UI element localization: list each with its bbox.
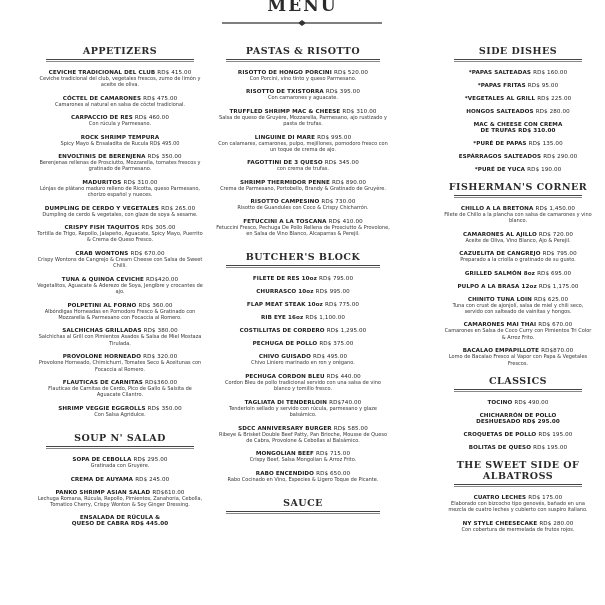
menu-item: FLAUTICAS DE CARNITAS RD$360.00 Flauticas de Carnitas de Cerdo, Pico de Gallo & Salsita de Aguacate Cilantro. [48,379,192,399]
menu-item: CROQUETAS DE POLLO RD$ 195.00 [463,432,573,439]
section-sweet-side [444,458,592,487]
menu-item: BACALAO EMPAPILLOTE RD$870.00 Lomo de Bacalao Fresco al Vapor con Papa & Vegetales Frescos. [448,348,588,367]
section-butchers-block [216,250,390,268]
menu-item: MADURITOS RD$ 310.00 Lónjas de plátano maduro relleno de Ricotta, queso Parmesano, chorizo español y nueces. [39,179,201,199]
menu-item: CARPACCIO DE RES RD$ 460.00 Con rúcula y Parmesano. [71,115,169,128]
menu-item: FLAP MEAT STEAK 10oz RD$ 775.00 [246,302,360,309]
menu-item: TOCINO RD$ 490.00 [487,400,549,407]
section-title: SIDE DISHES [478,46,558,57]
menu-item: MONGOLIAN BEEF RD$ 715.00 Crispy Beef, Salsa Mongolian & Arroz Frito. [249,451,357,464]
menu-item: RIB EYE 16oz RD$ 1,100.00 [260,315,346,322]
menu-item: BOLITAS DE QUESO RD$ 195.00 [468,445,568,452]
section-sauce [216,496,390,514]
menu-item: RISOTTO DE TXISTORRA RD$ 395.00 Con camarones y aguacate. [246,89,360,102]
section-side-dishes [444,44,592,62]
menu-item: SDCC ANNIVERSARY BURGER RD$ 585.00 Ribeye & Brisket Double Beef Patty, Pan Brioche, Mousse de Queso de Cabra, Provolone & Cebollas al Balsámico. [218,425,388,444]
menu-item: SOPA DE CEBOLLA RD$ 295.00 Gratinada con Gruyère. [72,457,168,470]
menu-item: ENVOLTINIS DE BERENJENA RD$ 350.00 Berenjenas rellenas de Prosciutto, Mozzarella, tomates frescos y gratinado de Parmesano. [39,154,201,173]
soup-salad-list [36,457,204,527]
menu-item: ESPÁRRAGOS SALTEADOS RD$ 290.00 [458,154,578,160]
menu-item: ENSALADA DE RÚCULA & QUESO DE CABRA RD$ 445.00 [71,515,169,528]
menu-item: NY STYLE CHEESECAKE RD$ 280.00 Con cobertura de mermelada de frutos rojos. [461,520,575,533]
menu-item: RISOTTO DE HONGO PORCINI RD$ 520.00 Con Porcini, vino tinto y queso Parmesano. [237,70,369,82]
menu-item: PECHUGA CORDON BLEU RD$ 440.00 Cordon Bleu de pollo tradicional servido con una salsa de vino blanco y tomillo fresco. [225,373,381,393]
menu-item: HONGOS SALTEADOS RD$ 280.00 [466,109,570,115]
section-fishermans-corner [444,180,592,198]
menu-item: COSTILLITAS DE CORDERO RD$ 1,295.00 [239,328,367,335]
menu-item: *PAPAS FRITAS RD$ 95.00 [477,83,559,89]
section-pastas-risotto [216,44,390,62]
fisherman-list [444,206,592,367]
section-appetizers [36,44,204,62]
menu-item: GRILLED SALMÓN 8oz RD$ 695.00 [464,270,572,277]
menu-item: PECHUGA DE POLLO RD$ 375.00 [252,341,354,348]
menu-item: CEVICHE TRADICIONAL DEL CLUB RD$ 415.00 Ceviche tradicional del club, vegetales frescos, zumo de limón y aceite de oliva. [39,70,201,89]
menu-item: FILETE DE RES 10oz RD$ 795.00 [252,276,354,283]
sweet-list [444,495,592,533]
section-title: SOUP N' SALAD [74,433,166,445]
menu-item: CAMARONES MAI THAI RD$ 670.00 Camarones en Salsa de Coco Curry con Pimientos Tri Color & Arroz Frito. [444,322,592,341]
menu-title: MENU [267,0,338,16]
menu-item: CHICHARRÓN DE POLLO DESHUESADO RD$ 295.00 [476,413,560,426]
menu-item: MAC & CHEESE CON CREMA DE TRUFAS RD$ 310.00 [473,122,563,134]
menu-item: PROVOLONE HORNEADO RD$ 320.00 Provolone Horneado, Chimichurri, Tomates Seco & Aceitunas con Focaccia al Romero. [38,354,202,373]
section-classics [444,374,592,392]
sides-list [444,70,592,173]
menu-item: *PAPAS SALTEADAS RD$ 160.00 [468,70,568,76]
menu-item: FAGOTTINI DE 3 QUESO RD$ 345.00 con crema de trufas. [247,160,359,173]
menu-item: RABO ENCENDIDO RD$ 650.00 Rabo Cocinado en Vino, Especies & Ligero Toque de Picante. [227,470,379,483]
pastas-list [216,70,390,237]
section-title: APPETIZERS [82,46,158,57]
menu-item: RISOTTO CAMPESINO RD$ 730.00 Risotto de Guandules con Coco & Crispy Chicharrón. [237,199,369,212]
menu-item: CRISPY FISH TAQUITOS RD$ 305.00 Tortilla de Trigo, Repollo, Jalapeño, Aguacate, Spicy Mayo, Puerrito & Crema de Queso Fresco. [37,225,203,244]
section-soup-salad [36,431,204,449]
menu-item: CREMA DE AUYAMA RD$ 245.00 [70,476,170,483]
menu-item: TUNA & QUINOA CEVICHE RD$420.00 Vegetalitos, Aguacate & Aderezo de Soya, Jengibre y crocantes de ajo. [37,276,203,296]
section-title: THE SWEET SIDE OF ALBATROSS [456,460,580,483]
menu-item: POLPETINI AL FORNO RD$ 360.00 Albóndigas Horneadas en Pomodoro Fresco & Gratinado con Mozzarella & Parmesano con Focaccia al Romero. [44,302,196,321]
menu-item: ROCK SHRIMP TEMPURA Spicy Mayo & Ensaladita de Rucula RD$ 495.00 [60,134,180,147]
menu-item: CAMARONES AL AJILLO RD$ 720.00 Aceite de Oliva, Vino Blanco, Ajo & Perejil. [463,231,573,244]
classics-list [444,400,592,451]
menu-item: CÓCTEL DE CAMARONES RD$ 475.00 Camarones al natural en salsa de cóctel tradicional. [54,95,186,108]
menu-item: CHIVO GUISADO RD$ 495.00 Chivo Liniero marinado en ron y orégano. [251,354,355,367]
menu-item: LINGUINE DI MARE RD$ 995.00 Con calamares, camarones, pulpo, mejillones, pomodoro fresco con un toque de crema de ajo. [218,134,388,154]
menu-item: CUATRO LECHES RD$ 175.00 Elaborado con bizcocho tipo genovés, bañado en una mezcla de cuatro leches y cubierto con suspiro italiano. [448,495,588,514]
menu-item: CHILLO A LA BRETONA RD$ 1,450.00 Filete de Chillo a la plancha con salsa de camarones y vino blanco. [444,206,592,225]
title-ornament [222,20,382,26]
menu-item: *VEGETALES AL GRILL RD$ 225.00 [464,96,572,102]
menu-item: CHURRASCO 10oz RD$ 995.00 [256,289,350,296]
section-title: SAUCE [283,498,323,510]
column-center [216,44,390,522]
menu-item: *PURÉ DE YUCA RD$ 190.00 [474,167,562,173]
column-left [36,44,204,534]
section-title: CLASSICS [489,376,547,388]
menu-item: SHRIMP VEGGIE EGGROLLS RD$ 350.00 Con Salsa Agridulce. [58,405,182,418]
menu-item: CAZUELITA DE CANGREJO RD$ 795.00 Preparado a la criolla o gratinado de su gusto. [459,251,577,264]
menu-item: TAGLIATA DI TENDERLOIN RD$740.00 Tenderloin sellado y servido con rúcula, parmesano y glaze balsámico. [228,399,377,419]
section-title: BUTCHER'S BLOCK [245,252,361,264]
column-right [444,44,592,540]
menu-item: CHINITO TUNA LOIN RD$ 625.00 Tuna con crust de ajonjolí, salsa de miel y chili seco, servido con salteado de vainitas y hongos. [452,296,584,316]
menu-item: SHRIMP THERMIDOR PENNE RD$ 890.00 Crema de Parmesano, Portobello, Brandy & Gratinado de Gruyère. [220,179,386,192]
menu-item: PULPO A LA BRASA 12oz RD$ 1,175.00 [457,283,579,290]
menu-item: DUMPLING DE CERDO Y VEGETALES RD$ 265.00 Dumpling de cerdo & vegetales, con glaze de soya & sesame. [42,205,198,218]
menu-item: *PURÉ DE PAPAS RD$ 135.00 [473,141,563,147]
section-title: PASTAS & RISOTTO [245,46,361,57]
butcher-list [216,276,390,483]
menu-item: TRUFFLED SHRIMP MAC & CHEESE RD$ 310.00 Salsa de queso de Gruyère, Mozzarella, Parmesano, ajo rustizado y pasta de trufas. [219,108,387,128]
menu-item: CRAB WONTONS RD$ 670.00 Crispy Wontons de Cangrejo & Cream Cheese con Salsa de Sweet Chilli. [37,250,203,270]
menu-item: PANKO SHRIMP ASIAN SALAD RD$610.00 Lechuga Romana, Rúcula, Repollo, Pimientos, Zanahoria, Cebolla, Tomatico Cherry, Crispy Wonton & Soy Ginger Dressing. [37,489,203,508]
appetizers-list [36,70,204,418]
menu-item: SALCHICHAS GRILLADAS RD$ 380.00 Salchichas al Grill con Pimientos Asados & Salsa de Miel Mostaza Tirulada. [38,328,202,347]
menu-item: FETUCCINI A LA TOSCANA RD$ 410.00 Fetuccini Fresco, Pechuga De Pollo Rellena de Prosciutto & Provolone, en Salsa de Vino Blanco, Alcaparras & Perejil. [216,218,390,238]
section-title: FISHERMAN'S CORNER [448,182,588,193]
